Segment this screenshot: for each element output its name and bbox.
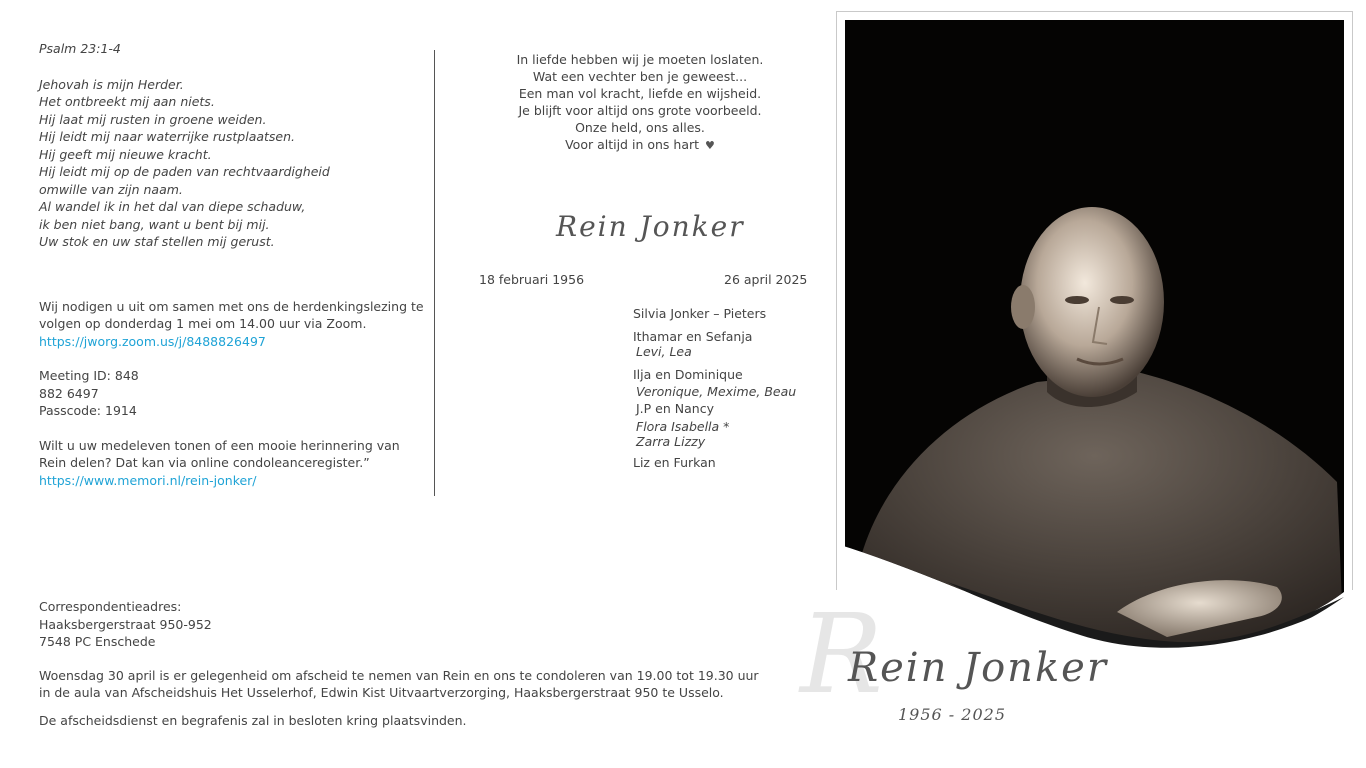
family-list bbox=[633, 306, 833, 470]
column-divider bbox=[434, 50, 435, 496]
psalm-line: Hij geeft mij nieuwe kracht. bbox=[39, 146, 212, 162]
condolence-text: Wilt u uw medeleven tonen of een mooie herinnering van bbox=[39, 437, 400, 453]
address-city: 7548 PC Enschede bbox=[39, 634, 156, 649]
psalm-line: Jehovah is mijn Herder. bbox=[39, 76, 184, 92]
psalm-line: Hij laat mij rusten in groene weiden. bbox=[39, 111, 267, 127]
poem-line: Je blijft voor altijd ons grote voorbeeld. bbox=[518, 103, 762, 118]
photo-eye bbox=[1065, 296, 1089, 304]
family-member: Liz en Furkan bbox=[633, 455, 716, 470]
psalm-reference: Psalm 23:1-4 bbox=[39, 41, 121, 56]
left-column bbox=[39, 40, 429, 489]
poem-line: Wat een vechter ben je geweest... bbox=[532, 69, 748, 84]
photo-ear bbox=[1011, 285, 1035, 329]
deceased-name-center: Rein Jonker bbox=[556, 210, 745, 243]
poem-line: In liefde hebben wij je moeten loslaten. bbox=[516, 52, 764, 67]
poem-line: Onze held, ons alles. bbox=[575, 120, 705, 135]
invite-text: Wij nodigen u uit om samen met ons de herdenkingslezing te bbox=[39, 298, 424, 314]
family-member: Ilja en Dominique bbox=[633, 367, 743, 382]
farewell-text: in de aula van Afscheidshuis Het Usselerhof, Edwin Kist Uitvaartverzorging, Haaksbergerstraat 950 te Usselo. bbox=[39, 685, 724, 700]
psalm-line: Hij leidt mij op de paden van rechtvaardigheid bbox=[39, 164, 330, 179]
psalm-line: omwille van zijn naam. bbox=[39, 181, 183, 197]
heart-icon: ♥ bbox=[705, 139, 715, 152]
poem-line: Voor altijd in ons hart bbox=[565, 137, 700, 152]
poem-line: Een man vol kracht, liefde en wijsheid. bbox=[518, 86, 762, 101]
photo-head bbox=[1020, 207, 1164, 397]
decorative-initial: R bbox=[800, 590, 883, 718]
meeting-details bbox=[39, 367, 429, 420]
meeting-id: Meeting ID: 848 bbox=[39, 368, 139, 383]
memori-link[interactable]: https://www.memori.nl/rein-jonker/ bbox=[39, 472, 257, 488]
family-member: J.P en Nancy bbox=[636, 401, 714, 416]
grandchildren: Veronique, Mexime, Beau bbox=[636, 384, 797, 399]
condolence-invitation bbox=[39, 437, 429, 490]
grandchildren: Flora Isabella * bbox=[636, 419, 730, 434]
photo-eye bbox=[1110, 296, 1134, 304]
farewell-text: Woensdag 30 april is er gelegenheid om afscheid te nemen van Rein en ons te condoleren van 19.00 tot 19.30 uur bbox=[39, 667, 759, 683]
portrait-frame bbox=[836, 11, 1353, 590]
birth-date: 18 februari 1956 bbox=[479, 272, 585, 287]
portrait-photo bbox=[837, 12, 1352, 672]
psalm-line: Uw stok en uw staf stellen mij gerust. bbox=[39, 234, 275, 249]
deceased-name-large: Rein Jonker bbox=[848, 645, 1108, 691]
invite-text: volgen op donderdag 1 mei om 14.00 uur via Zoom. bbox=[39, 316, 367, 331]
psalm-text bbox=[39, 76, 429, 251]
zoom-link[interactable]: https://jworg.zoom.us/j/8488826497 bbox=[39, 333, 266, 349]
psalm-line: Al wandel ik in het dal van diepe schaduw, bbox=[39, 199, 306, 214]
poem bbox=[480, 51, 800, 154]
poem-last-line bbox=[480, 136, 800, 154]
service-note: De afscheidsdienst en begrafenis zal in besloten kring plaatsvinden. bbox=[39, 712, 467, 728]
meeting-id-cont: 882 6497 bbox=[39, 385, 99, 401]
death-date: 26 april 2025 bbox=[724, 272, 808, 287]
address-label: Correspondentieadres: bbox=[39, 599, 182, 614]
correspondence-address bbox=[39, 598, 779, 651]
life-years: 1956 - 2025 bbox=[898, 705, 1007, 724]
psalm-line: ik ben niet bang, want u bent bij mij. bbox=[39, 216, 270, 232]
grandchildren: Levi, Lea bbox=[636, 344, 692, 359]
address-street: Haaksbergerstraat 950-952 bbox=[39, 616, 212, 632]
family-member: Ithamar en Sefanja bbox=[633, 329, 753, 344]
grandchildren: Zarra Lizzy bbox=[636, 434, 706, 449]
condolence-text: Rein delen? Dat kan via online condoleanceregister.” bbox=[39, 455, 370, 470]
psalm-line: Hij leidt mij naar waterrijke rustplaatsen. bbox=[39, 129, 296, 144]
spouse: Silvia Jonker – Pieters bbox=[633, 306, 767, 321]
psalm-line: Het ontbreekt mij aan niets. bbox=[39, 94, 215, 109]
passcode: Passcode: 1914 bbox=[39, 403, 137, 418]
zoom-invitation bbox=[39, 298, 429, 351]
bottom-info bbox=[39, 598, 779, 729]
